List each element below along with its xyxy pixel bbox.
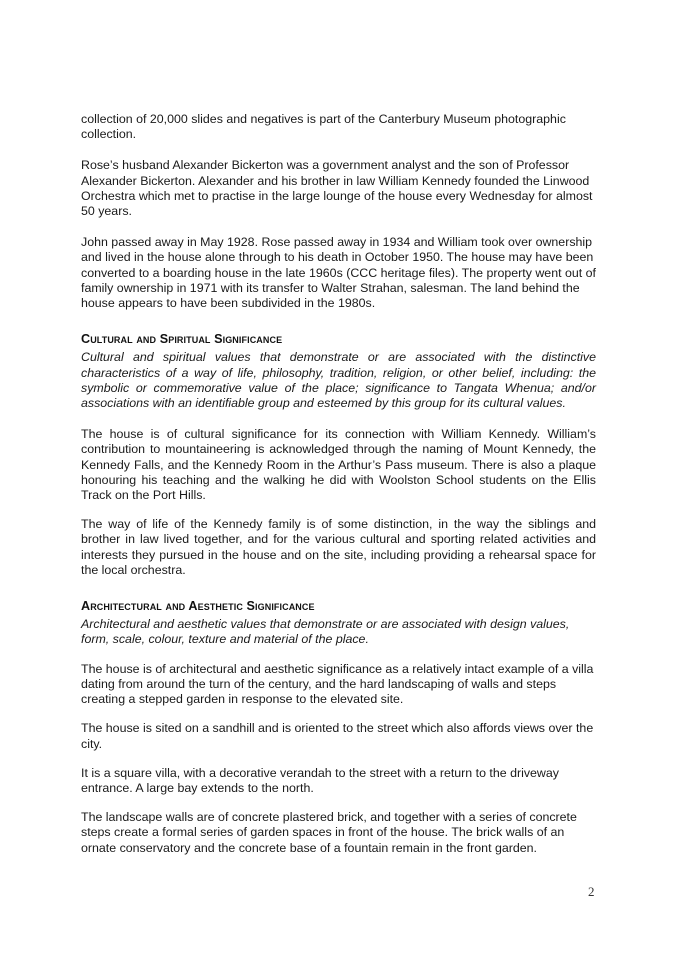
- paragraph-architectural-square-villa: It is a square villa, with a decorative verandah to the street with a return to the driveway entrance. A large bay extends to the north.: [81, 765, 559, 795]
- paragraph-cultural-kennedy: The house is of cultural significance for its connection with William Kennedy. William’s contribution to mountaineering is acknowledged through the naming of Mount Kennedy, the Kennedy Falls, and the Kennedy Room in the Arthur’s Pass museum. There is also a plaque honouring his teaching and the walking he did with Woolston School students on the Ellis Track on the Port Hills.: [81, 427, 596, 503]
- paragraph-architectural-landscape-walls: The landscape walls are of concrete plastered brick, and together with a series of concrete steps create a formal series of garden spaces in front of the house. The brick walls of an ornate conservatory and the concrete base of a fountain remain in the front garden.: [81, 810, 577, 855]
- heading-architectural-aesthetic: Architectural and Aesthetic Significance: [81, 599, 315, 614]
- paragraph-architectural-villa: The house is of architectural and aesthetic significance as a relatively intact example of a villa dating from around the turn of the century, and the hard landscaping of walls and steps creating a stepped garden in response to the elevated site.: [81, 661, 594, 707]
- paragraph-architectural-sandhill: The house is sited on a sandhill and is oriented to the street which also affords views over the city.: [81, 721, 594, 751]
- page-number: 2: [588, 884, 595, 899]
- document-page: [81, 112, 596, 856]
- paragraph-bickerton: Rose’s husband Alexander Bickerton was a government analyst and the son of Professor Alexander Bickerton. Alexander and his brother in law William Kennedy founded the Linwood Orchestra which met to practise in the large lounge of the house every Wednesday for almost 50 years.: [81, 158, 593, 219]
- paragraph-ownership-history: John passed away in May 1928. Rose passed away in 1934 and William took over ownership and lived in the house alone through to his death in October 1950. The house may have been converted to a boarding house in the late 1960s (CCC heritage files). The property went out of family ownership in 1971 with its transfer to Walter Strahan, salesman. The land behind the house appears to have been subdivided in the 1980s.: [81, 235, 596, 311]
- paragraph-cultural-way-of-life: The way of life of the Kennedy family is of some distinction, in the way the siblings and brother in law lived together, and for the various cultural and sporting related activities and interests they pursued in the house and on the site, including providing a rehearsal space for the local orchestra.: [81, 517, 596, 577]
- criteria-intro-cultural: Cultural and spiritual values that demonstrate or are associated with the distinctive characteristics of a way of life, philosophy, tradition, religion, or other belief, including: the symbolic or commemorative value of the place; significance to Tangata Whenua; and/or associations with an identifiable group and esteemed by this group for its cultural values.: [81, 350, 596, 411]
- criteria-intro-architectural: Architectural and aesthetic values that demonstrate or are associated with design values, form, scale, colour, texture and material of the place.: [81, 617, 570, 647]
- paragraph-collection: collection of 20,000 slides and negatives is part of the Canterbury Museum photographic collection.: [81, 112, 566, 142]
- heading-cultural-spiritual: Cultural and Spiritual Significance: [81, 332, 283, 347]
